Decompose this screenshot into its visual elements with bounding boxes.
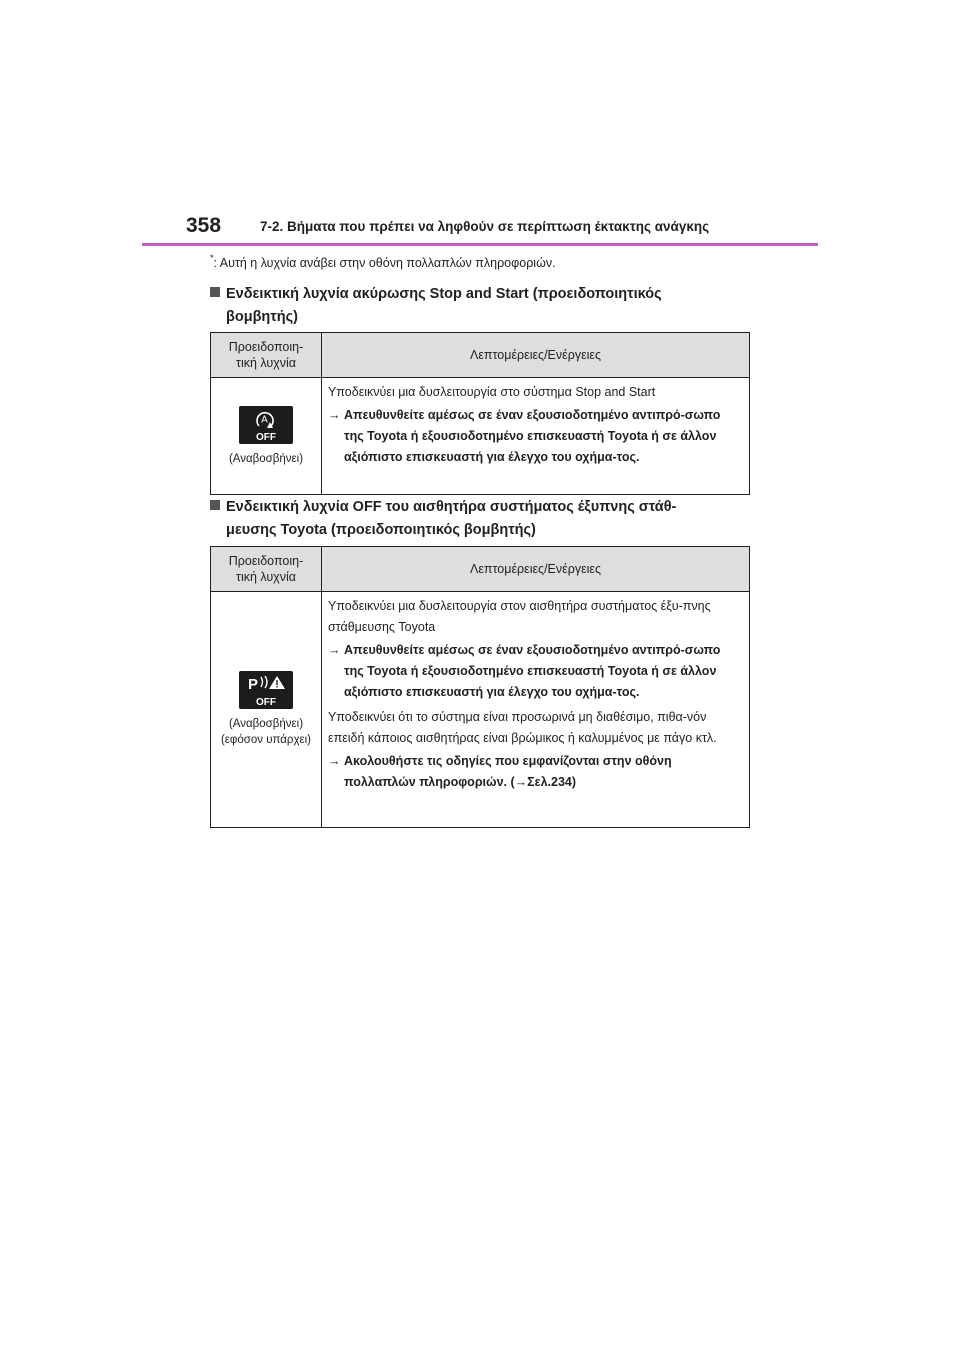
column-header-line1: Προειδοποιη-	[228, 340, 304, 354]
section-heading-stop-start	[210, 283, 750, 329]
page-number: 358	[186, 214, 222, 237]
detail-text: Υποδεικνύει μια δυσλειτουργία στο σύστημα Stop and Start	[328, 385, 656, 399]
icon-letter: A	[261, 414, 268, 425]
section-heading-line1: Ενδεικτική λυχνία OFF του αισθητήρα συστήματος έξυπνης στάθ-	[226, 499, 677, 515]
table-header-row	[211, 547, 750, 592]
warning-light-cell	[211, 592, 322, 828]
warning-light-table-stop-start	[210, 332, 750, 495]
arrow-right-icon: →	[328, 408, 341, 422]
icon-off-label: OFF	[256, 431, 276, 443]
column-header-line1: Προειδοποιη-	[228, 554, 304, 568]
header-divider	[142, 243, 818, 246]
section-heading-line1: Ενδεικτική λυχνία ακύρωσης Stop and Start (προειδοποιητικός	[226, 286, 662, 302]
table-header-row	[211, 333, 750, 378]
section-heading-parking-sensor	[210, 496, 750, 542]
warning-light-table-parking-sensor	[210, 546, 750, 828]
action-text: Ακολουθήστε τις οδηγίες που εμφανίζονται στην οθόνη πολλαπλών πληροφοριών. (→Σελ.234)	[344, 754, 672, 789]
square-bullet-icon	[210, 287, 220, 297]
footnote-text: : Αυτή η λυχνία ανάβει στην οθόνη πολλαπλών πληροφοριών.	[213, 256, 556, 271]
icon-caption: (Αναβοσβήνει)	[228, 452, 304, 465]
action-text: Απευθυνθείτε αμέσως σε έναν εξουσιοδοτημένο αντιπρό-σωπο της Toyota ή εξουσιοδοτημένο επισκευαστή Toyota ή σε άλλον αξιόπιστο επισκευαστή για έλεγχο του οχήμα-τος.	[344, 408, 721, 464]
icon-off-label: OFF	[256, 697, 276, 708]
column-header-details: Λεπτομέρειες/Ενέργειες	[322, 547, 750, 592]
chapter-title: 7-2. Βήματα που πρέπει να ληφθούν σε περίπτωση έκτακτης ανάγκης	[260, 219, 710, 234]
column-header-line2: τική λυχνία	[236, 570, 296, 584]
footnote-marker: *	[210, 253, 214, 263]
table-row	[211, 378, 750, 495]
icon-caption-line1: (Αναβοσβήνει)	[228, 718, 304, 730]
icon-caption-line2: (εφόσον υπάρχει)	[220, 734, 312, 746]
footnote	[210, 254, 556, 270]
detail-text: Υποδεικνύει ότι το σύστημα είναι προσωρινά μη διαθέσιμο, πιθα-νόν επειδή κάποιος αισθητήρας είναι βρώμικος ή καλυμμένος με πάγο κτλ.	[328, 710, 717, 745]
square-bullet-icon	[210, 500, 220, 510]
arrow-right-icon: →	[328, 754, 341, 768]
section-heading-line2: μευσης Toyota (προειδοποιητικός βομβητής)	[226, 522, 536, 538]
column-header-warning-light	[211, 547, 322, 592]
warning-light-cell	[211, 378, 322, 495]
column-header-warning-light	[211, 333, 322, 378]
action-item	[328, 751, 743, 793]
stop-start-cancel-icon	[239, 406, 293, 444]
table-row	[211, 592, 750, 828]
arrow-right-icon: →	[328, 643, 341, 657]
column-header-line2: τική λυχνία	[236, 356, 296, 370]
detail-cell	[322, 378, 750, 495]
parking-sensor-off-icon	[239, 671, 293, 709]
action-text: Απευθυνθείτε αμέσως σε έναν εξουσιοδοτημένο αντιπρό-σωπο της Toyota ή εξουσιοδοτημένο επισκευαστή Toyota ή σε άλλον αξιόπιστο επισκευαστή για έλεγχο του οχήμα-τος.	[344, 643, 721, 699]
action-item	[328, 640, 743, 703]
icon-letter: P	[247, 676, 259, 693]
column-header-details: Λεπτομέρειες/Ενέργειες	[322, 333, 750, 378]
detail-text: Υποδεικνύει μια δυσλειτουργία στον αισθητήρα συστήματος έξυ-πνης στάθμευσης Toyota	[328, 599, 711, 634]
action-item	[328, 405, 743, 468]
section-heading-line2: βομβητής)	[226, 309, 298, 325]
detail-cell	[322, 592, 750, 828]
